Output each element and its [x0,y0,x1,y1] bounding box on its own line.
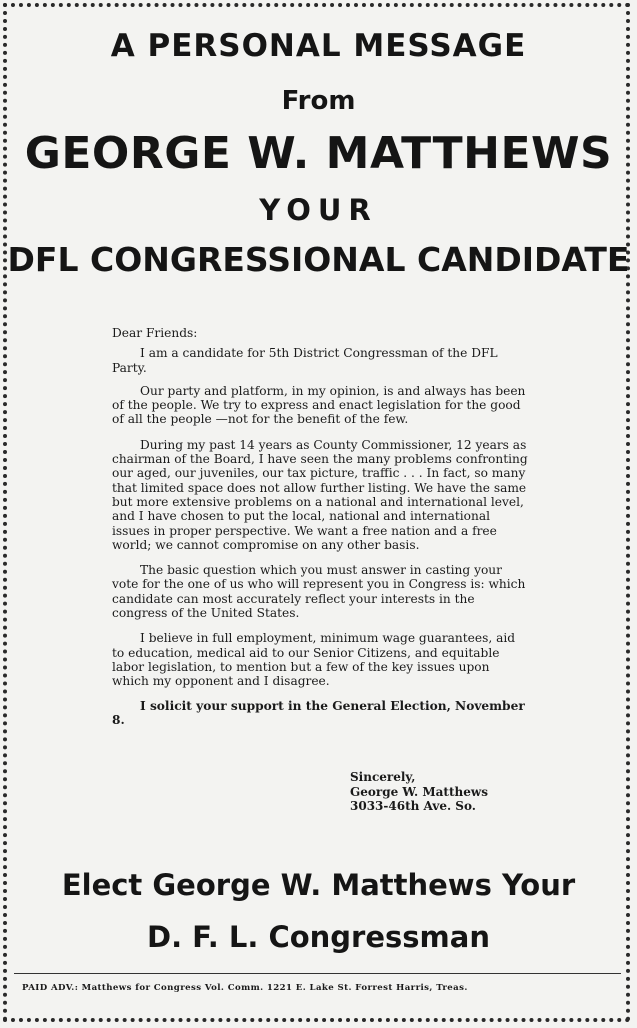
letter-paragraph: I solicit your support in the General Election, November 8. [112,698,525,727]
letter-paragraph: Our party and platform, in my opinion, is and always has been of the people. We try to express and enact legislation for the good of all the people —not for the benefit of the few. [112,383,526,427]
headline-from: From [281,86,356,116]
headline-candidate-name: GEORGE W. MATTHEWS [24,128,613,179]
letter-paragraph: During my past 14 years as County Commissioner, 12 years as chairman of the Board, I have seen the many problems confronting our aged, our juveniles, our tax picture, traffic . . . In fact, so many that limited space does not allow further listing. We have the same but more extensive problems on a national and international level, and I have chosen to put the local, national and international issues in proper perspective. We want a free nation and a free world; we cannot compromise on any other basis. [112,437,528,552]
letter-paragraph: I believe in full employment, minimum wage guarantees, aid to education, medical aid to our Senior Citizens, and equitable labor legislation, to mention but a few of the key issues upon which my opponent and I disagree. [112,631,516,689]
letter-paragraph: The basic question which you must answer in casting your vote for the one of us who will represent you in Congress is: which candidate can most accurately reflect your interests in the congress of the United States. [112,563,526,621]
letter-signoff [350,770,488,814]
letter-salutation: Dear Friends: [112,326,198,340]
headline-personal-message: A PERSONAL MESSAGE [110,28,527,64]
signature-name: George W. Matthews [350,784,488,799]
headline-dfl-candidate: DFL CONGRESSIONAL CANDIDATE [7,240,630,279]
paid-advertisement-notice: PAID ADV.: Matthews for Congress Vol. Comm. 1221 E. Lake St. Forrest Harris, Treas. [22,983,468,993]
closing: Sincerely, [350,770,416,784]
letter-body [112,326,530,734]
signature-address: 3033-46th Ave. So. [350,799,476,814]
headline-your: YOUR [259,193,378,227]
footer-elect-line: Elect George W. Matthews Your [61,868,576,902]
footer-congressman-line: D. F. L. Congressman [147,920,490,954]
letter-paragraph: I am a candidate for 5th District Congressman of the DFL Party. [112,346,498,375]
divider [14,973,621,974]
